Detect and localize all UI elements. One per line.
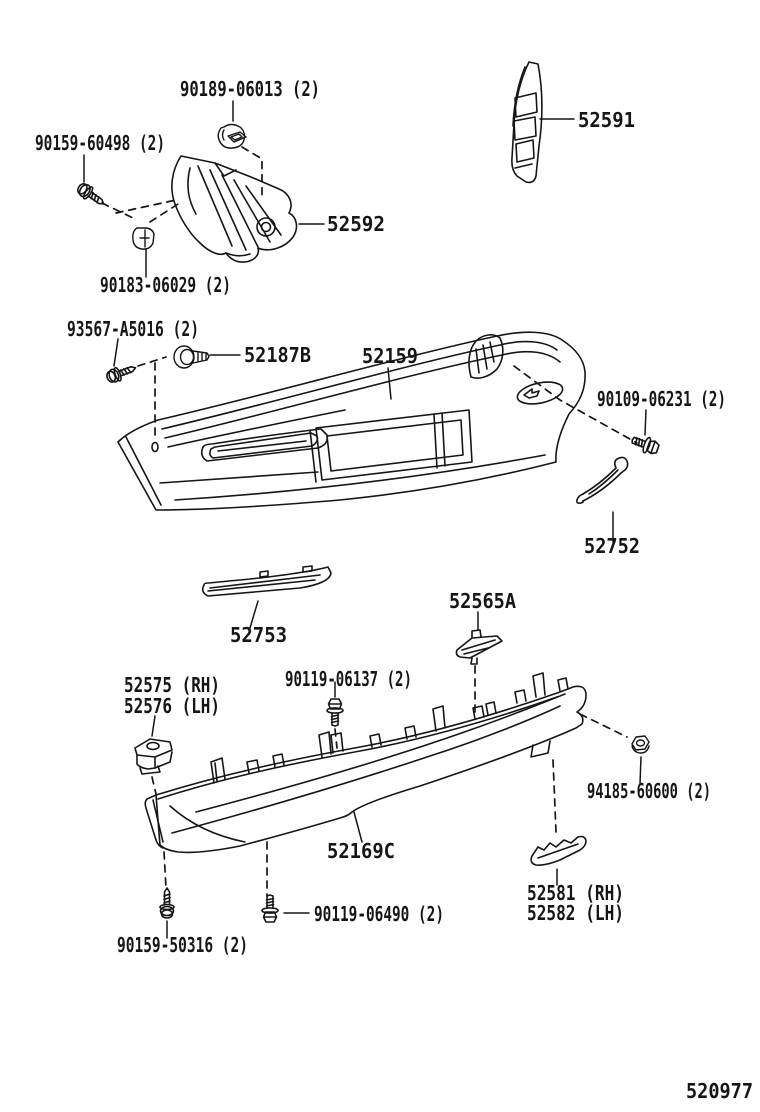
part-label-90189-06013: 90189-06013 (2) bbox=[180, 77, 320, 101]
part-label-94185-60600: 94185-60600 (2) bbox=[587, 779, 711, 803]
part-label-90109-06231: 90109-06231 (2) bbox=[597, 387, 726, 411]
screw-93567-drawing bbox=[105, 361, 138, 384]
part-label-52582-lh: 52582 (LH) bbox=[527, 901, 624, 925]
bolt-90109-drawing bbox=[630, 432, 661, 456]
part-label-52169c: 52169C bbox=[327, 839, 395, 863]
screw-90159-50316-drawing bbox=[160, 888, 174, 918]
part-label-90119-06137: 90119-06137 (2) bbox=[285, 667, 412, 691]
part-52753-drawing bbox=[203, 566, 331, 596]
part-label-90119-06490: 90119-06490 (2) bbox=[314, 902, 444, 926]
part-52159-bumper-cover-drawing bbox=[118, 332, 585, 510]
part-label-52592: 52592 bbox=[327, 212, 385, 236]
part-label-52576-lh: 52576 (LH) bbox=[124, 694, 220, 718]
part-label-52591: 52591 bbox=[578, 108, 635, 132]
part-52592-drawing bbox=[172, 156, 297, 262]
part-label-90183-06029: 90183-06029 (2) bbox=[100, 273, 231, 297]
part-52575-clamp-drawing bbox=[135, 739, 172, 774]
bolt-90119-06137-drawing bbox=[327, 699, 343, 726]
part-label-90159-50316: 90159-50316 (2) bbox=[117, 933, 248, 957]
part-label-52753: 52753 bbox=[230, 623, 287, 647]
nut-94185-drawing bbox=[632, 736, 649, 753]
part-label-52159: 52159 bbox=[362, 344, 418, 368]
part-number-labels bbox=[35, 77, 753, 1103]
part-52752-drawing bbox=[577, 457, 628, 503]
part-52565a-clip-drawing bbox=[456, 630, 502, 664]
clip-90183-drawing bbox=[133, 228, 154, 249]
part-label-90159-60498: 90159-60498 (2) bbox=[35, 131, 165, 155]
part-52581-drawing bbox=[531, 837, 586, 866]
part-label-52575-rh: 52575 (RH) bbox=[124, 673, 220, 697]
part-52591-drawing bbox=[512, 62, 542, 182]
part-label-52752: 52752 bbox=[584, 534, 640, 558]
association-dashed-lines bbox=[102, 147, 637, 896]
screw-90159-60498-drawing bbox=[75, 181, 108, 210]
part-label-52565a: 52565A bbox=[449, 589, 516, 613]
clip-nut-90189-drawing bbox=[218, 125, 246, 149]
part-label-52581-rh: 52581 (RH) bbox=[527, 881, 624, 905]
part-label-93567-a5016: 93567-A5016 (2) bbox=[67, 317, 199, 341]
page-number: 520977 bbox=[686, 1079, 753, 1103]
plug-52187b-drawing bbox=[174, 346, 209, 368]
bolt-90119-06490-drawing bbox=[262, 895, 278, 922]
part-label-52187b: 52187B bbox=[244, 343, 311, 367]
